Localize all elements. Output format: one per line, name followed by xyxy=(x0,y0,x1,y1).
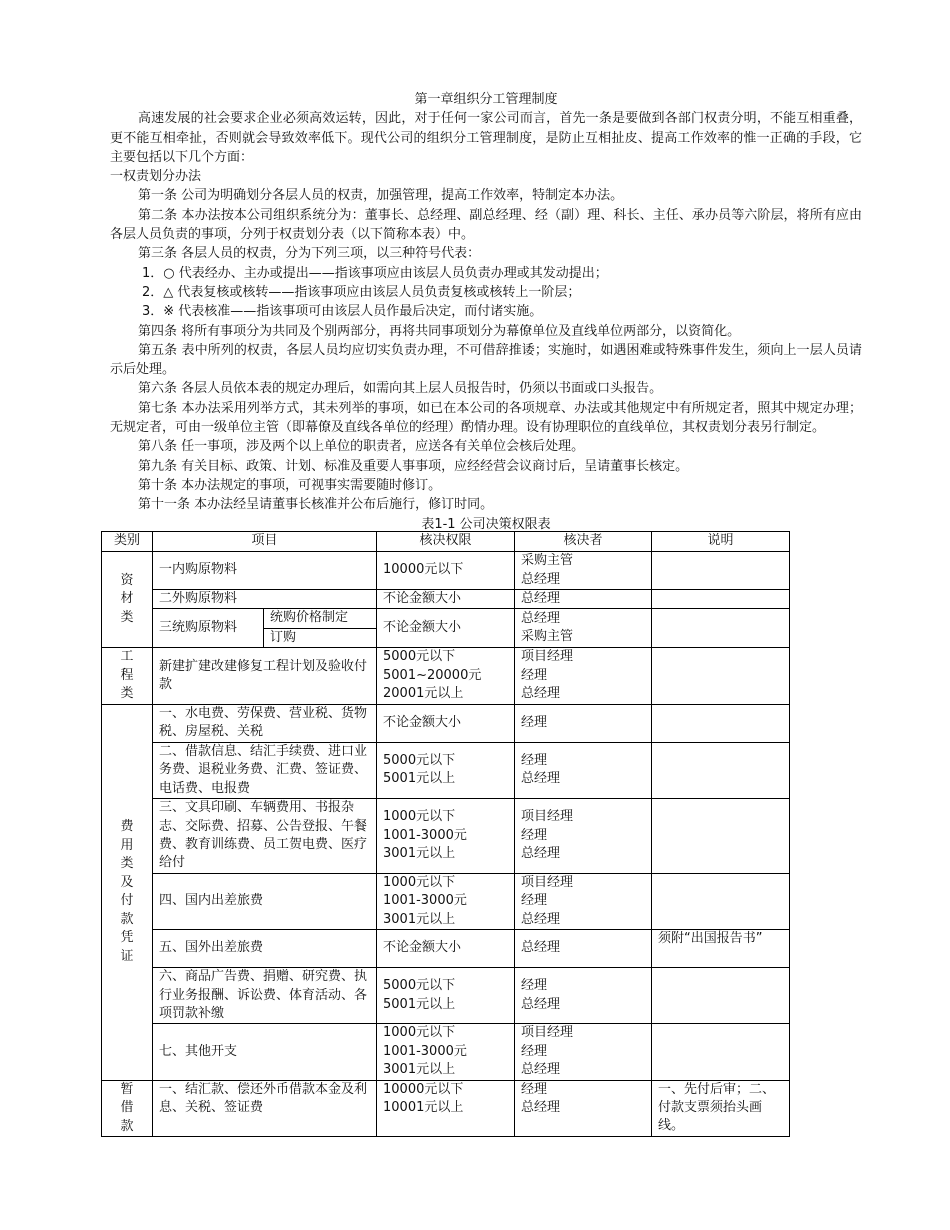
item-cell: 五、国外出差旅费 xyxy=(153,930,377,968)
article-4: 第四条 将所有事项分为共同及个别两部分，再将共同事项划分为幕僚单位及直线单位两部分，以资简化。 xyxy=(138,323,741,339)
article-11: 第十一条 本办法经呈请董事长核准并公布后施行，修订时同。 xyxy=(138,497,494,513)
approver-cell: 项目经理 经理 总经理 xyxy=(515,1024,652,1080)
item-cell: 一、水电费、劳保费、营业税、货物税、房屋税、关税 xyxy=(153,704,377,742)
limit-cell: 5000元以下 5001元以上 xyxy=(377,968,515,1024)
table-row xyxy=(102,704,790,742)
approver-cell: 经理 总经理 xyxy=(515,1080,652,1137)
intro-paragraph: 高速发展的社会要求企业必须高效运转，因此，对于任何一家公司而言，首先一条是要做到各部门权责分明，不能互相重叠，更不能互相牵扯，否则就会导致效率低下。现代公司的组织分工管理制度，是防止互相扯皮、提高工作效率的惟一正确的手段，它主要包括以下几个方面： xyxy=(110,111,862,165)
text-body xyxy=(110,90,862,534)
article-1: 第一条 公司为明确划分各层人员的权责，加强管理，提高工作效率，特制定本办法。 xyxy=(138,188,624,204)
note-cell xyxy=(652,742,790,798)
approver-cell: 总经理 采购主管 xyxy=(515,609,652,648)
article-6: 第六条 各层人员依本表的规定办理后，如需向其上层人员报告时，仍须以书面或口头报告。 xyxy=(138,381,663,397)
header-note: 说明 xyxy=(652,532,790,552)
table-row xyxy=(102,742,790,798)
article-7: 第七条 本办法采用列举方式，其未列举的事项，如已在本公司的各项规章、办法或其他规定中有所规定者，照其中规定办理；无规定者，可由一级单位主管（即幕僚及直线各单位的经理）酌情办理。设有协理职位的直线单位，其权责划分表另行制定。 xyxy=(110,400,862,436)
article-3: 第三条 各层人员的权责，分为下列三项，以三种符号代表： xyxy=(138,246,481,262)
limit-cell: 不论金额大小 xyxy=(377,590,515,609)
limit-cell: 不论金额大小 xyxy=(377,930,515,968)
table-row xyxy=(102,873,790,929)
table-caption: 表1-1 公司决策权限表 xyxy=(421,516,551,532)
article-3-item: 3．※ 代表核准——指该事项可由该层人员作最后决定，而付诸实施。 xyxy=(142,304,543,320)
table-row xyxy=(102,648,790,705)
table-row xyxy=(102,1024,790,1080)
note-cell xyxy=(652,798,790,873)
category-cell: 暂借款 xyxy=(102,1080,153,1137)
note-cell: 须附“出国报告书” xyxy=(652,930,790,968)
item-cell: 六、商品广告费、捐赠、研究费、执行业务报酬、诉讼费、体育活动、各项罚款补缴 xyxy=(153,968,377,1024)
article-10: 第十条 本办法规定的事项，可视事实需要随时修订。 xyxy=(138,477,442,493)
section-heading: 一权责划分办法 xyxy=(110,169,202,185)
approver-cell: 经理 xyxy=(515,704,652,742)
limit-cell: 10000元以下 10001元以上 xyxy=(377,1080,515,1137)
table-row xyxy=(102,798,790,873)
limit-cell: 10000元以下 xyxy=(377,552,515,590)
limit-cell: 5000元以下 5001~20000元 20001元以上 xyxy=(377,648,515,705)
header-category: 类别 xyxy=(102,532,153,552)
category-cell: 资材类 xyxy=(102,552,153,648)
approver-cell: 总经理 xyxy=(515,930,652,968)
item-cell: 三、文具印刷、车辆费用、书报杂志、交际费、招募、公告登报、午餐费、教育训练费、员工贺电费、医疗给付 xyxy=(153,798,377,873)
note-cell: 一、先付后审；二、付款支票须抬头画线。 xyxy=(652,1080,790,1137)
item-cell: 一、结汇款、偿还外币借款本金及利息、关税、签证费 xyxy=(153,1080,377,1137)
table-row xyxy=(102,1080,790,1137)
chapter-title: 第一章组织分工管理制度 xyxy=(414,92,558,107)
category-cell: 费用类及付款凭证 xyxy=(102,704,153,1080)
header-approver: 核决者 xyxy=(515,532,652,552)
limit-cell: 不论金额大小 xyxy=(377,704,515,742)
header-limit: 核决权限 xyxy=(377,532,515,552)
item-cell: 新建扩建改建修复工程计划及验收付款 xyxy=(153,648,377,705)
note-cell xyxy=(652,1024,790,1080)
item-cell: 一内购原物料 xyxy=(153,552,377,590)
article-8: 第八条 任一事项，涉及两个以上单位的职责者，应送各有关单位会核后处理。 xyxy=(138,439,585,455)
note-cell xyxy=(652,968,790,1024)
category-cell: 工程类 xyxy=(102,648,153,705)
table-row xyxy=(102,552,790,590)
approver-cell: 经理 总经理 xyxy=(515,742,652,798)
article-9: 第九条 有关目标、政策、计划、标准及重要人事事项，应经经营会议商讨后，呈请董事长核定。 xyxy=(138,458,689,474)
approver-cell: 项目经理 经理 总经理 xyxy=(515,873,652,929)
approver-cell: 经理 总经理 xyxy=(515,968,652,1024)
sub-item-cell: 统购价格制定 xyxy=(264,609,377,628)
limit-cell: 不论金额大小 xyxy=(377,609,515,648)
sub-item-cell: 订购 xyxy=(264,628,377,647)
article-3-item: 1．○ 代表经办、主办或提出——指该事项应由该层人员负责办理或其发动提出； xyxy=(142,265,608,281)
limit-cell: 5000元以下 5001元以上 xyxy=(377,742,515,798)
note-cell xyxy=(652,590,790,609)
item-cell: 二外购原物料 xyxy=(153,590,377,609)
limit-cell: 1000元以下 1001-3000元 3001元以上 xyxy=(377,873,515,929)
table-row xyxy=(102,590,790,609)
limit-cell: 1000元以下 1001-3000元 3001元以上 xyxy=(377,798,515,873)
approver-cell: 采购主管 总经理 xyxy=(515,552,652,590)
item-cell: 七、其他开支 xyxy=(153,1024,377,1080)
note-cell xyxy=(652,873,790,929)
table-header-row xyxy=(102,532,790,552)
approver-cell: 总经理 xyxy=(515,590,652,609)
item-cell: 二、借款信息、结汇手续费、进口业务费、退税业务费、汇费、签证费、电话费、电报费 xyxy=(153,742,377,798)
note-cell xyxy=(652,648,790,705)
article-3-item: 2．△ 代表复核或核转——指该事项应由该层人员负责复核或核转上一阶层； xyxy=(142,284,581,300)
table-row xyxy=(102,930,790,968)
table-row xyxy=(102,609,790,628)
header-item: 项目 xyxy=(153,532,377,552)
note-cell xyxy=(652,704,790,742)
note-cell xyxy=(652,609,790,648)
item-cell: 四、国内出差旅费 xyxy=(153,873,377,929)
approver-cell: 项目经理 经理 总经理 xyxy=(515,798,652,873)
table-row xyxy=(102,968,790,1024)
note-cell xyxy=(652,552,790,590)
approver-cell: 项目经理 经理 总经理 xyxy=(515,648,652,705)
article-2: 第二条 本办法按本公司组织系统分为：董事长、总经理、副总经理、经（副）理、科长、主任、承办员等六阶层，将所有应由各层人员负责的事项，分列于权责划分表（以下简称本表）中。 xyxy=(110,207,862,243)
item-cell: 三统购原物料 xyxy=(153,609,264,648)
limit-cell: 1000元以下 1001-3000元 3001元以上 xyxy=(377,1024,515,1080)
decision-authority-table xyxy=(101,531,790,1137)
article-5: 第五条 表中所列的权责，各层人员均应切实负责办理，不可借辞推诿；实施时，如遇困难或特殊事件发生，须向上一层人员请示后处理。 xyxy=(110,342,862,378)
